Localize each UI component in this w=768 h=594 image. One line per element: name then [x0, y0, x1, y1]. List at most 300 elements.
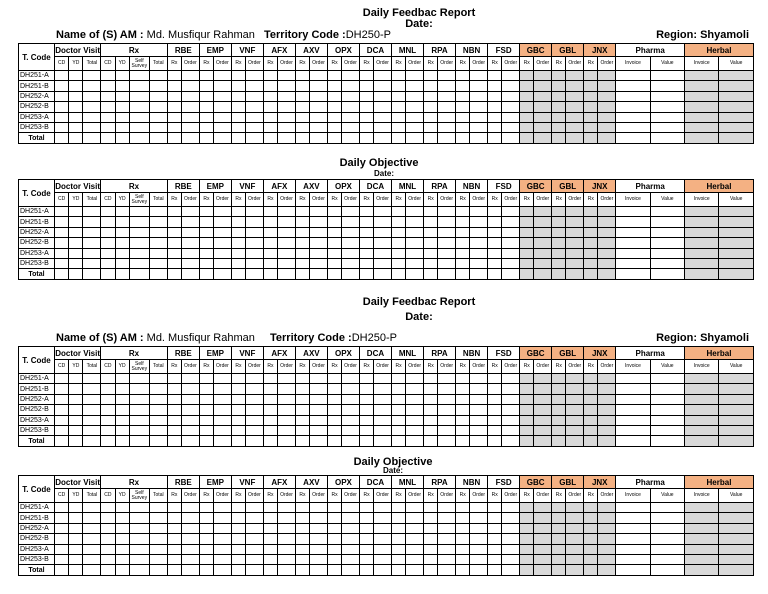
entry-cell[interactable]: [149, 565, 167, 575]
entry-cell[interactable]: [456, 248, 470, 258]
entry-cell[interactable]: [534, 534, 552, 544]
entry-cell[interactable]: [534, 258, 552, 268]
entry-cell[interactable]: [616, 258, 650, 268]
entry-cell[interactable]: [359, 436, 373, 446]
entry-cell[interactable]: [263, 71, 277, 81]
entry-cell[interactable]: [566, 91, 584, 101]
entry-cell[interactable]: [424, 248, 438, 258]
entry-cell[interactable]: [231, 112, 245, 122]
entry-cell[interactable]: [470, 248, 488, 258]
entry-cell[interactable]: [69, 122, 83, 132]
entry-cell[interactable]: [246, 112, 264, 122]
entry-cell[interactable]: [69, 112, 83, 122]
entry-cell[interactable]: [167, 405, 181, 415]
entry-cell[interactable]: [438, 217, 456, 227]
entry-cell[interactable]: [129, 384, 149, 394]
entry-cell[interactable]: [342, 565, 360, 575]
entry-cell[interactable]: [488, 133, 502, 143]
entry-cell[interactable]: [278, 71, 296, 81]
entry-cell[interactable]: [566, 425, 584, 435]
entry-cell[interactable]: [55, 207, 69, 217]
entry-cell[interactable]: [374, 269, 392, 279]
entry-cell[interactable]: [83, 269, 101, 279]
entry-cell[interactable]: [488, 258, 502, 268]
entry-cell[interactable]: [719, 227, 753, 237]
entry-cell[interactable]: [566, 415, 584, 425]
entry-cell[interactable]: [295, 565, 309, 575]
entry-cell[interactable]: [598, 112, 616, 122]
entry-cell[interactable]: [470, 544, 488, 554]
entry-cell[interactable]: [470, 436, 488, 446]
entry-cell[interactable]: [424, 384, 438, 394]
entry-cell[interactable]: [295, 258, 309, 268]
entry-cell[interactable]: [566, 513, 584, 523]
entry-cell[interactable]: [295, 534, 309, 544]
entry-cell[interactable]: [69, 258, 83, 268]
entry-cell[interactable]: [534, 133, 552, 143]
entry-cell[interactable]: [391, 425, 405, 435]
entry-cell[interactable]: [278, 374, 296, 384]
entry-cell[interactable]: [391, 436, 405, 446]
entry-cell[interactable]: [391, 503, 405, 513]
entry-cell[interactable]: [470, 415, 488, 425]
entry-cell[interactable]: [566, 227, 584, 237]
entry-cell[interactable]: [263, 248, 277, 258]
entry-cell[interactable]: [424, 436, 438, 446]
entry-cell[interactable]: [115, 227, 129, 237]
entry-cell[interactable]: [246, 217, 264, 227]
entry-cell[interactable]: [199, 207, 213, 217]
entry-cell[interactable]: [374, 133, 392, 143]
entry-cell[interactable]: [199, 565, 213, 575]
entry-cell[interactable]: [342, 374, 360, 384]
entry-cell[interactable]: [552, 394, 566, 404]
entry-cell[interactable]: [83, 248, 101, 258]
entry-cell[interactable]: [391, 269, 405, 279]
entry-cell[interactable]: [115, 523, 129, 533]
entry-cell[interactable]: [534, 71, 552, 81]
entry-cell[interactable]: [488, 565, 502, 575]
entry-cell[interactable]: [534, 238, 552, 248]
entry-cell[interactable]: [167, 425, 181, 435]
entry-cell[interactable]: [502, 217, 520, 227]
entry-cell[interactable]: [129, 71, 149, 81]
entry-cell[interactable]: [650, 112, 684, 122]
entry-cell[interactable]: [246, 384, 264, 394]
entry-cell[interactable]: [327, 394, 341, 404]
entry-cell[interactable]: [406, 565, 424, 575]
entry-cell[interactable]: [616, 71, 650, 81]
entry-cell[interactable]: [101, 523, 115, 533]
entry-cell[interactable]: [342, 405, 360, 415]
entry-cell[interactable]: [167, 207, 181, 217]
entry-cell[interactable]: [342, 248, 360, 258]
entry-cell[interactable]: [327, 534, 341, 544]
entry-cell[interactable]: [534, 374, 552, 384]
entry-cell[interactable]: [424, 258, 438, 268]
entry-cell[interactable]: [342, 227, 360, 237]
entry-cell[interactable]: [488, 374, 502, 384]
entry-cell[interactable]: [616, 384, 650, 394]
entry-cell[interactable]: [470, 122, 488, 132]
entry-cell[interactable]: [391, 238, 405, 248]
entry-cell[interactable]: [83, 91, 101, 101]
entry-cell[interactable]: [584, 71, 598, 81]
entry-cell[interactable]: [69, 405, 83, 415]
entry-cell[interactable]: [616, 91, 650, 101]
entry-cell[interactable]: [278, 269, 296, 279]
entry-cell[interactable]: [359, 523, 373, 533]
entry-cell[interactable]: [310, 207, 328, 217]
entry-cell[interactable]: [101, 503, 115, 513]
entry-cell[interactable]: [55, 544, 69, 554]
entry-cell[interactable]: [406, 227, 424, 237]
entry-cell[interactable]: [115, 425, 129, 435]
entry-cell[interactable]: [598, 238, 616, 248]
entry-cell[interactable]: [69, 71, 83, 81]
entry-cell[interactable]: [115, 238, 129, 248]
entry-cell[interactable]: [488, 384, 502, 394]
entry-cell[interactable]: [502, 269, 520, 279]
entry-cell[interactable]: [263, 91, 277, 101]
entry-cell[interactable]: [502, 544, 520, 554]
entry-cell[interactable]: [278, 112, 296, 122]
entry-cell[interactable]: [391, 227, 405, 237]
entry-cell[interactable]: [101, 91, 115, 101]
entry-cell[interactable]: [470, 258, 488, 268]
entry-cell[interactable]: [424, 544, 438, 554]
entry-cell[interactable]: [598, 415, 616, 425]
entry-cell[interactable]: [149, 238, 167, 248]
entry-cell[interactable]: [231, 513, 245, 523]
entry-cell[interactable]: [327, 544, 341, 554]
entry-cell[interactable]: [69, 81, 83, 91]
entry-cell[interactable]: [359, 503, 373, 513]
entry-cell[interactable]: [231, 102, 245, 112]
entry-cell[interactable]: [199, 513, 213, 523]
entry-cell[interactable]: [327, 565, 341, 575]
entry-cell[interactable]: [181, 394, 199, 404]
entry-cell[interactable]: [502, 415, 520, 425]
entry-cell[interactable]: [181, 384, 199, 394]
entry-cell[interactable]: [342, 91, 360, 101]
entry-cell[interactable]: [438, 513, 456, 523]
entry-cell[interactable]: [181, 534, 199, 544]
entry-cell[interactable]: [502, 384, 520, 394]
entry-cell[interactable]: [719, 436, 753, 446]
entry-cell[interactable]: [278, 436, 296, 446]
entry-cell[interactable]: [566, 384, 584, 394]
entry-cell[interactable]: [406, 71, 424, 81]
entry-cell[interactable]: [424, 91, 438, 101]
entry-cell[interactable]: [327, 122, 341, 132]
entry-cell[interactable]: [83, 415, 101, 425]
entry-cell[interactable]: [456, 71, 470, 81]
entry-cell[interactable]: [342, 81, 360, 91]
entry-cell[interactable]: [115, 102, 129, 112]
entry-cell[interactable]: [374, 415, 392, 425]
entry-cell[interactable]: [115, 436, 129, 446]
entry-cell[interactable]: [470, 217, 488, 227]
entry-cell[interactable]: [359, 112, 373, 122]
entry-cell[interactable]: [69, 394, 83, 404]
entry-cell[interactable]: [342, 513, 360, 523]
entry-cell[interactable]: [520, 91, 534, 101]
entry-cell[interactable]: [566, 554, 584, 564]
entry-cell[interactable]: [149, 217, 167, 227]
entry-cell[interactable]: [616, 565, 650, 575]
entry-cell[interactable]: [69, 513, 83, 523]
entry-cell[interactable]: [69, 227, 83, 237]
entry-cell[interactable]: [295, 544, 309, 554]
entry-cell[interactable]: [310, 554, 328, 564]
entry-cell[interactable]: [55, 394, 69, 404]
entry-cell[interactable]: [101, 248, 115, 258]
entry-cell[interactable]: [101, 565, 115, 575]
entry-cell[interactable]: [278, 394, 296, 404]
entry-cell[interactable]: [55, 523, 69, 533]
entry-cell[interactable]: [470, 102, 488, 112]
entry-cell[interactable]: [342, 207, 360, 217]
entry-cell[interactable]: [214, 405, 232, 415]
entry-cell[interactable]: [55, 405, 69, 415]
entry-cell[interactable]: [456, 207, 470, 217]
entry-cell[interactable]: [456, 405, 470, 415]
entry-cell[interactable]: [520, 133, 534, 143]
entry-cell[interactable]: [214, 81, 232, 91]
entry-cell[interactable]: [520, 248, 534, 258]
entry-cell[interactable]: [310, 415, 328, 425]
entry-cell[interactable]: [359, 415, 373, 425]
entry-cell[interactable]: [295, 436, 309, 446]
entry-cell[interactable]: [231, 248, 245, 258]
entry-cell[interactable]: [167, 122, 181, 132]
entry-cell[interactable]: [456, 122, 470, 132]
entry-cell[interactable]: [470, 81, 488, 91]
entry-cell[interactable]: [502, 133, 520, 143]
entry-cell[interactable]: [263, 503, 277, 513]
entry-cell[interactable]: [598, 425, 616, 435]
entry-cell[interactable]: [83, 405, 101, 415]
entry-cell[interactable]: [598, 374, 616, 384]
entry-cell[interactable]: [55, 81, 69, 91]
entry-cell[interactable]: [214, 425, 232, 435]
entry-cell[interactable]: [129, 227, 149, 237]
entry-cell[interactable]: [616, 217, 650, 227]
entry-cell[interactable]: [374, 91, 392, 101]
entry-cell[interactable]: [584, 102, 598, 112]
entry-cell[interactable]: [129, 436, 149, 446]
entry-cell[interactable]: [55, 258, 69, 268]
entry-cell[interactable]: [149, 415, 167, 425]
entry-cell[interactable]: [199, 394, 213, 404]
entry-cell[interactable]: [502, 207, 520, 217]
entry-cell[interactable]: [115, 544, 129, 554]
entry-cell[interactable]: [438, 394, 456, 404]
entry-cell[interactable]: [685, 71, 719, 81]
entry-cell[interactable]: [115, 112, 129, 122]
entry-cell[interactable]: [598, 258, 616, 268]
entry-cell[interactable]: [69, 207, 83, 217]
entry-cell[interactable]: [685, 554, 719, 564]
entry-cell[interactable]: [181, 405, 199, 415]
entry-cell[interactable]: [214, 217, 232, 227]
entry-cell[interactable]: [149, 269, 167, 279]
entry-cell[interactable]: [391, 217, 405, 227]
entry-cell[interactable]: [552, 258, 566, 268]
entry-cell[interactable]: [566, 374, 584, 384]
entry-cell[interactable]: [374, 534, 392, 544]
entry-cell[interactable]: [199, 217, 213, 227]
entry-cell[interactable]: [246, 534, 264, 544]
entry-cell[interactable]: [263, 405, 277, 415]
entry-cell[interactable]: [685, 258, 719, 268]
entry-cell[interactable]: [719, 565, 753, 575]
entry-cell[interactable]: [650, 415, 684, 425]
entry-cell[interactable]: [129, 91, 149, 101]
entry-cell[interactable]: [359, 405, 373, 415]
entry-cell[interactable]: [438, 503, 456, 513]
entry-cell[interactable]: [278, 405, 296, 415]
entry-cell[interactable]: [438, 534, 456, 544]
entry-cell[interactable]: [149, 425, 167, 435]
entry-cell[interactable]: [374, 122, 392, 132]
entry-cell[interactable]: [685, 207, 719, 217]
entry-cell[interactable]: [719, 394, 753, 404]
entry-cell[interactable]: [310, 436, 328, 446]
entry-cell[interactable]: [566, 503, 584, 513]
entry-cell[interactable]: [616, 394, 650, 404]
entry-cell[interactable]: [199, 384, 213, 394]
entry-cell[interactable]: [502, 523, 520, 533]
entry-cell[interactable]: [246, 374, 264, 384]
entry-cell[interactable]: [214, 415, 232, 425]
entry-cell[interactable]: [406, 384, 424, 394]
entry-cell[interactable]: [719, 503, 753, 513]
entry-cell[interactable]: [616, 133, 650, 143]
entry-cell[interactable]: [650, 258, 684, 268]
entry-cell[interactable]: [520, 238, 534, 248]
entry-cell[interactable]: [685, 238, 719, 248]
entry-cell[interactable]: [424, 81, 438, 91]
entry-cell[interactable]: [424, 217, 438, 227]
entry-cell[interactable]: [470, 565, 488, 575]
entry-cell[interactable]: [295, 503, 309, 513]
entry-cell[interactable]: [598, 81, 616, 91]
entry-cell[interactable]: [584, 436, 598, 446]
entry-cell[interactable]: [55, 238, 69, 248]
entry-cell[interactable]: [83, 102, 101, 112]
entry-cell[interactable]: [359, 425, 373, 435]
entry-cell[interactable]: [470, 513, 488, 523]
entry-cell[interactable]: [685, 534, 719, 544]
entry-cell[interactable]: [719, 425, 753, 435]
entry-cell[interactable]: [231, 227, 245, 237]
entry-cell[interactable]: [278, 91, 296, 101]
entry-cell[interactable]: [488, 394, 502, 404]
entry-cell[interactable]: [584, 133, 598, 143]
entry-cell[interactable]: [534, 503, 552, 513]
entry-cell[interactable]: [231, 436, 245, 446]
entry-cell[interactable]: [246, 425, 264, 435]
entry-cell[interactable]: [406, 248, 424, 258]
entry-cell[interactable]: [129, 565, 149, 575]
entry-cell[interactable]: [214, 133, 232, 143]
entry-cell[interactable]: [502, 513, 520, 523]
entry-cell[interactable]: [149, 534, 167, 544]
entry-cell[interactable]: [470, 227, 488, 237]
entry-cell[interactable]: [246, 102, 264, 112]
entry-cell[interactable]: [488, 122, 502, 132]
entry-cell[interactable]: [55, 102, 69, 112]
entry-cell[interactable]: [129, 425, 149, 435]
entry-cell[interactable]: [584, 91, 598, 101]
entry-cell[interactable]: [181, 523, 199, 533]
entry-cell[interactable]: [685, 269, 719, 279]
entry-cell[interactable]: [214, 207, 232, 217]
entry-cell[interactable]: [552, 544, 566, 554]
entry-cell[interactable]: [199, 238, 213, 248]
entry-cell[interactable]: [424, 374, 438, 384]
entry-cell[interactable]: [83, 374, 101, 384]
entry-cell[interactable]: [566, 133, 584, 143]
entry-cell[interactable]: [115, 415, 129, 425]
entry-cell[interactable]: [55, 269, 69, 279]
entry-cell[interactable]: [534, 91, 552, 101]
entry-cell[interactable]: [616, 523, 650, 533]
entry-cell[interactable]: [101, 436, 115, 446]
entry-cell[interactable]: [149, 112, 167, 122]
entry-cell[interactable]: [295, 71, 309, 81]
entry-cell[interactable]: [55, 374, 69, 384]
entry-cell[interactable]: [534, 217, 552, 227]
entry-cell[interactable]: [327, 436, 341, 446]
entry-cell[interactable]: [502, 554, 520, 564]
entry-cell[interactable]: [520, 227, 534, 237]
entry-cell[interactable]: [55, 436, 69, 446]
entry-cell[interactable]: [456, 102, 470, 112]
entry-cell[interactable]: [199, 258, 213, 268]
entry-cell[interactable]: [488, 425, 502, 435]
entry-cell[interactable]: [246, 238, 264, 248]
entry-cell[interactable]: [327, 374, 341, 384]
entry-cell[interactable]: [406, 81, 424, 91]
entry-cell[interactable]: [598, 133, 616, 143]
entry-cell[interactable]: [101, 227, 115, 237]
entry-cell[interactable]: [456, 544, 470, 554]
entry-cell[interactable]: [650, 405, 684, 415]
entry-cell[interactable]: [566, 565, 584, 575]
entry-cell[interactable]: [650, 374, 684, 384]
entry-cell[interactable]: [129, 269, 149, 279]
entry-cell[interactable]: [650, 248, 684, 258]
entry-cell[interactable]: [566, 217, 584, 227]
entry-cell[interactable]: [342, 534, 360, 544]
entry-cell[interactable]: [566, 436, 584, 446]
entry-cell[interactable]: [488, 405, 502, 415]
entry-cell[interactable]: [584, 415, 598, 425]
entry-cell[interactable]: [101, 258, 115, 268]
entry-cell[interactable]: [55, 71, 69, 81]
entry-cell[interactable]: [552, 513, 566, 523]
entry-cell[interactable]: [295, 133, 309, 143]
entry-cell[interactable]: [424, 102, 438, 112]
entry-cell[interactable]: [424, 394, 438, 404]
entry-cell[interactable]: [278, 544, 296, 554]
entry-cell[interactable]: [310, 71, 328, 81]
entry-cell[interactable]: [327, 81, 341, 91]
entry-cell[interactable]: [470, 269, 488, 279]
